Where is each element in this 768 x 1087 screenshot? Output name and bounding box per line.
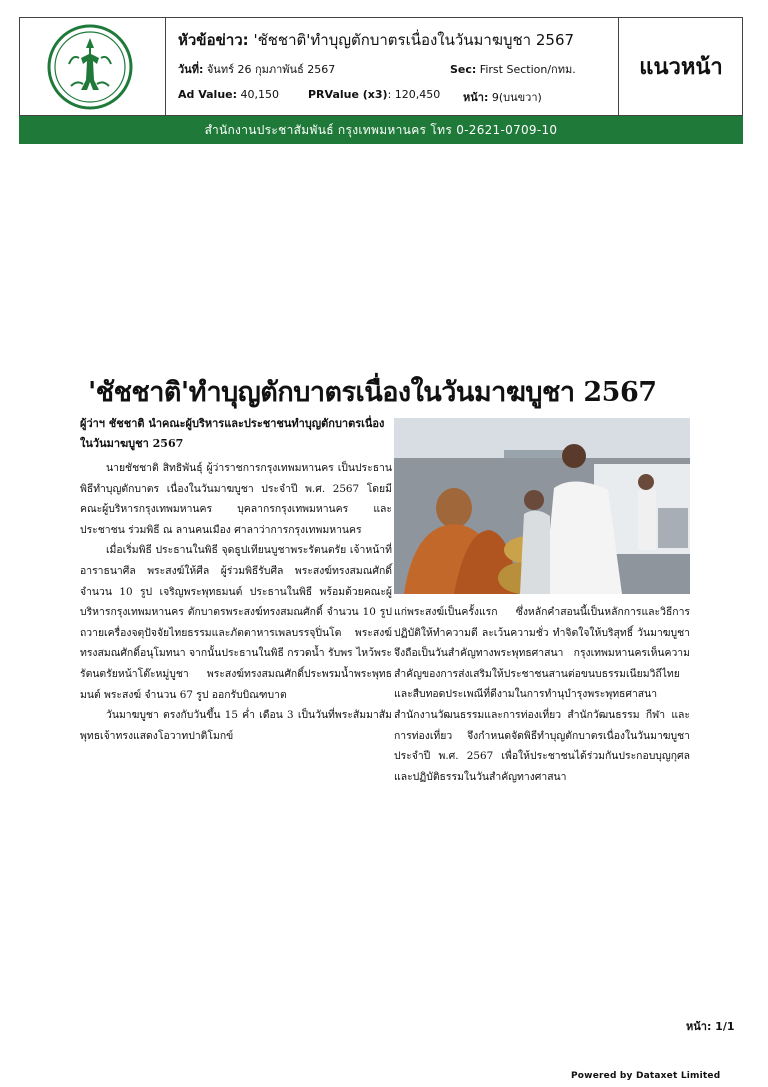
paragraph-4: แก่พระสงฆ์เป็นครั้งแรก ซึ่งหลักคำสอนนี้เป็นหลักการและวิธีการปฏิบัติให้ทำความดี ละเว้นความชั่ว ทำจิตใจให้บริสุทธิ์ วันมาฆบูชาจึงถือเป็นวันสำคัญทางพระพุทธศาสนา กรุงเทพมหานครเห็นความสำคัญของการส่งเสริมให้ประชาชนสานต่อขนบธรรมเนียมวิถีไทยและสืบทอดประเพณีที่ดีงามในการทำนุบำรุงพระพุทธศาสนา สำนักงานวัฒนธรรมและการท่องเที่ยว สำนักวัฒนธรรม กีฬา และการท่องเที่ยว จึงกำหนดจัดพิธีทำบุญตักบาตรเนื่องในวันมาฆบูชา ประจำปี พ.ศ. 2567 เพื่อให้ประชาชนได้ร่วมกันประกอบบุญกุศลและปฏิบัติธรรมในวันสำคัญทางศาสนา (394, 606, 690, 783)
page-field (463, 88, 542, 106)
header-box (19, 17, 743, 116)
pr-office-bar: สำนักงานประชาสัมพันธ์ กรุงเทพมหานคร โทร 0-2621-0709-10 (19, 116, 743, 144)
powered-by: Powered by Dataxet Limited (571, 1071, 721, 1081)
ad-value-label: Ad Value: (178, 88, 238, 101)
page-value: 9(บนขวา) (488, 91, 542, 104)
section-value: First Section/กทม. (476, 63, 576, 76)
date-row (178, 60, 576, 78)
headline-label: หัวข้อข่าว: (178, 31, 249, 49)
section-field (450, 60, 576, 78)
pr-value-field (308, 88, 440, 101)
paragraph-1: นายชัชชาติ สิทธิพันธุ์ ผู้ว่าราชการกรุงเทพมหานคร เป็นประธานพิธีทำบุญตักบาตร เนื่องในวันมาฆบูชา ประจำปี พ.ศ. 2567 โดยมี คณะผู้บริหารกรุงเทพมหานคร บุคลากรกรุงเทพมหานคร และประชาชน ร่วมพิธี ณ ลานคนเมือง ศาลาว่าการกรุงเทพมหานคร (80, 462, 392, 536)
ceremony-photo-illustration (394, 418, 690, 594)
headline-text: 'ชัชชาติ'ทำบุญตักบาตรเนื่องในวันมาฆบูชา 2567 (248, 31, 575, 49)
article-title: 'ชัชชาติ'ทำบุญตักบาตรเนื่องในวันมาฆบูชา 2567 (88, 377, 657, 408)
bangkok-seal-icon (47, 24, 133, 110)
value-row (178, 88, 542, 104)
ad-value-field (178, 88, 279, 101)
headline-row (178, 28, 574, 52)
date-label: วันที่: (178, 63, 204, 76)
page-label: หน้า: (463, 91, 489, 104)
pr-value-label: PRValue (x3) (308, 88, 388, 101)
logo-box (20, 18, 166, 115)
ad-value: 40,150 (237, 88, 280, 101)
publication-name: แนวหน้า (639, 55, 723, 80)
clipping-info (166, 18, 619, 115)
section-label: Sec: (450, 63, 477, 76)
date-value: จันทร์ 26 กุมภาพันธ์ 2567 (203, 63, 336, 76)
article-column-1 (80, 458, 392, 746)
article-column-2 (394, 602, 690, 787)
paragraph-2: เมื่อเริ่มพิธี ประธานในพิธี จุดธูปเทียนบูชาพระรัตนตรัย เจ้าหน้าที่อาราธนาศีล พระสงฆ์ให้ศีล ผู้ร่วมพิธีรับศีล พระสงฆ์ทรงสมณศักดิ์ จำนวน 10 รูป เจริญพระพุทธมนต์ ประธานในพิธี พร้อมด้วยคณะผู้บริหารกรุงเทพมหานคร ตักบาตรพระสงฆ์ทรงสมณศักดิ์ จำนวน 10 รูป ถวายเครื่องจตุปัจจัยไทยธรรมและภัตตาหารเพลบรรจุปิ่นโต พระสงฆ์ทรงสมณศักดิ์อนุโมทนา จากนั้นประธานในพิธี กรวดน้ำ รับพร ไหว้พระรัตนตรัยหน้าโต๊ะหมู่บูชา พระสงฆ์ทรงสมณศักดิ์ประพรมน้ำพระพุทธมนต์ พระสงฆ์ จำนวน 67 รูป ออกรับบิณฑบาต (80, 544, 392, 701)
paragraph-3: วันมาฆบูชา ตรงกับวันขึ้น 15 ค่ำ เดือน 3 เป็นวันที่พระสัมมาสัมพุทธเจ้าทรงแสดงโอวาทปาติโมกข์ (80, 709, 392, 742)
clipping-header (19, 17, 743, 144)
page-counter: หน้า: 1/1 (686, 1020, 735, 1033)
article-photo (394, 418, 690, 594)
pr-value: : 120,450 (387, 88, 441, 101)
article-subtitle: ผู้ว่าฯ ชัชชาติ นำคณะผู้บริหารและประชาชนทำบุญตักบาตรเนื่องในวันมาฆบูชา 2567 (80, 417, 385, 450)
